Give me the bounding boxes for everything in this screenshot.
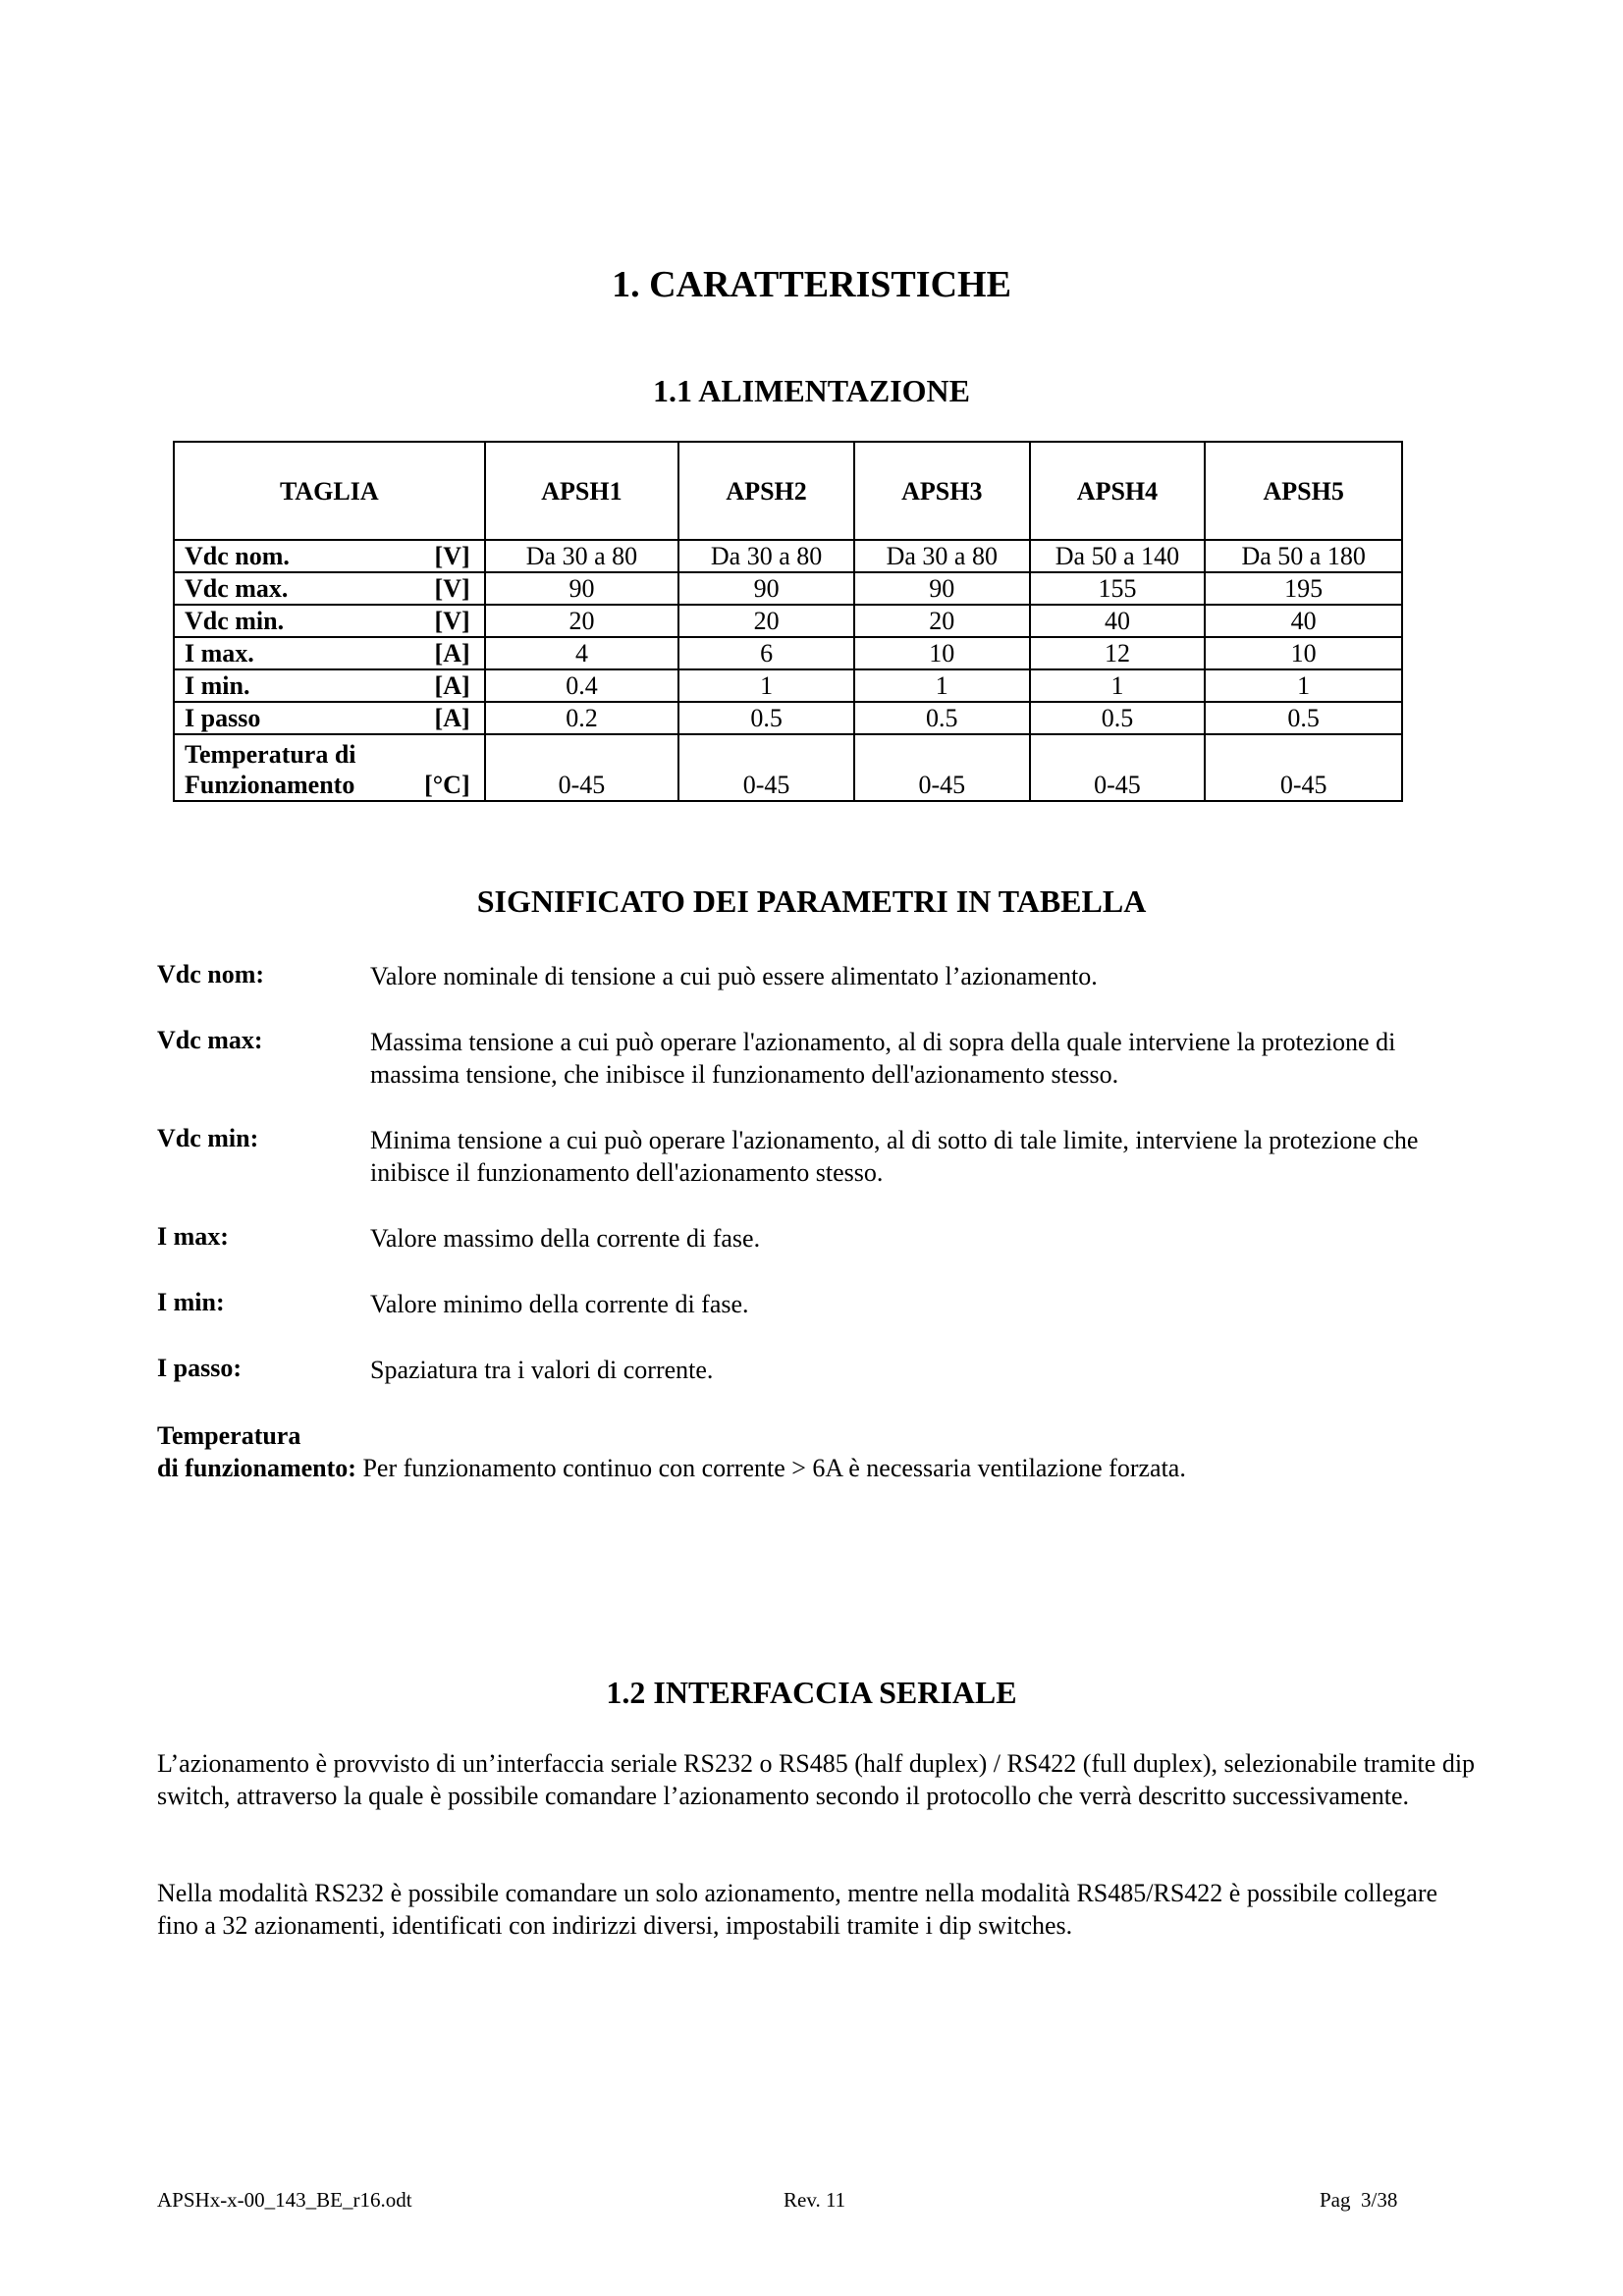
page-title: 1. CARATTERISTICHE [612, 264, 1011, 305]
table-header-cell: APSH3 [854, 442, 1030, 540]
table-cell: 0-45 [1030, 734, 1206, 801]
table-cell: 12 [1030, 637, 1206, 669]
table-cell: 1 [854, 669, 1030, 702]
table-header-cell: APSH4 [1030, 442, 1206, 540]
table-row [174, 605, 1402, 637]
table-cell: 1 [1205, 669, 1402, 702]
table-cell: 0-45 [1205, 734, 1402, 801]
table-cell: 1 [1030, 669, 1206, 702]
definition-term: Vdc nom: [157, 960, 265, 988]
table-row [174, 540, 1402, 572]
definition-text: Valore minimo della corrente di fase. [370, 1290, 749, 1318]
row-unit: [A] [434, 639, 470, 667]
table-cell: 0.5 [1030, 702, 1206, 734]
footer-revision: Rev. 11 [784, 2188, 846, 2212]
definition-text: Spaziatura tra i valori di corrente. [370, 1356, 714, 1384]
table-row [174, 702, 1402, 734]
table-cell: 90 [485, 572, 679, 605]
table-cell: 0-45 [854, 734, 1030, 801]
definition-text: Valore nominale di tensione a cui può essere alimentato l’azionamento. [370, 962, 1098, 990]
table-cell: 20 [854, 605, 1030, 637]
row-label: I min. [A] [174, 669, 485, 702]
table-cell: Da 30 a 80 [485, 540, 679, 572]
table-cell: Da 50 a 140 [1030, 540, 1206, 572]
row-label: Vdc min. [V] [174, 605, 485, 637]
section-title-alimentazione: 1.1 ALIMENTAZIONE [652, 373, 970, 408]
table-cell: 90 [678, 572, 854, 605]
paragraph: L’azionamento è provvisto di un’interfaccia seriale RS232 o RS485 (half duplex) / RS422 (full duplex), selezionabile tramite dip switch, attraverso la quale è possibile comandare l’azionamento secondo il protocollo che verrà descritto successivamente. [157, 1749, 1476, 1810]
definition-term: Temperatura [157, 1421, 301, 1450]
definition-term: I min: [157, 1288, 225, 1316]
table-cell: 90 [854, 572, 1030, 605]
table-header-cell: APSH1 [485, 442, 679, 540]
table-header-cell: APSH2 [678, 442, 854, 540]
definition-term: I passo: [157, 1354, 242, 1382]
table-cell: 195 [1205, 572, 1402, 605]
table-header-row [174, 442, 1402, 540]
definition-term: di funzionamento: [157, 1454, 356, 1482]
table-header-cell: TAGLIA [174, 442, 485, 540]
section-title-significato: SIGNIFICATO DEI PARAMETRI IN TABELLA [476, 883, 1147, 919]
row-label: Vdc max. [V] [174, 572, 485, 605]
row-unit: [A] [434, 671, 470, 700]
table-cell: 1 [678, 669, 854, 702]
table-cell: 0.5 [678, 702, 854, 734]
row-unit: [°C] [424, 771, 470, 799]
footer-filename: APSHx-x-00_143_BE_r16.odt [157, 2188, 412, 2212]
table-cell: 40 [1205, 605, 1402, 637]
spec-table [173, 441, 1403, 802]
row-label: I max. [A] [174, 637, 485, 669]
row-unit: [A] [434, 704, 470, 732]
table-row [174, 637, 1402, 669]
table-row [174, 669, 1402, 702]
row-unit: [V] [434, 542, 470, 570]
row-unit: [V] [434, 574, 470, 603]
row-label: I passo [A] [174, 702, 485, 734]
table-cell: 0-45 [485, 734, 679, 801]
definition-term: I max: [157, 1222, 229, 1251]
table-cell: 10 [1205, 637, 1402, 669]
table-row [174, 572, 1402, 605]
table-cell: 20 [678, 605, 854, 637]
row-label: Temperatura di Funzionamento [°C] [174, 734, 485, 801]
definition-text: Massima tensione a cui può operare l'azionamento, al di sopra della quale interviene la protezione di massima tensione, che inibisce il funzionamento dell'azionamento stesso. [370, 1028, 1396, 1089]
table-cell: 0.5 [854, 702, 1030, 734]
row-unit: [V] [434, 607, 470, 635]
table-cell: Da 30 a 80 [854, 540, 1030, 572]
table-cell: 155 [1030, 572, 1206, 605]
definition-text: Minima tensione a cui può operare l'azionamento, al di sotto di tale limite, interviene la protezione che inibisce il funzionamento dell'azionamento stesso. [370, 1126, 1419, 1187]
table-cell: 20 [485, 605, 679, 637]
row-label: Vdc nom. [V] [174, 540, 485, 572]
table-cell: Da 30 a 80 [678, 540, 854, 572]
paragraph: Nella modalità RS232 è possibile comandare un solo azionamento, mentre nella modalità RS485/RS422 è possibile collegare fino a 32 azionamenti, identificati con indirizzi diversi, impostabili tramite i dip switches. [157, 1879, 1438, 1940]
table-header-cell: APSH5 [1205, 442, 1402, 540]
table-cell: 6 [678, 637, 854, 669]
table-cell: 0.4 [485, 669, 679, 702]
table-cell: 10 [854, 637, 1030, 669]
definition-text: Valore massimo della corrente di fase. [370, 1224, 761, 1253]
table-cell: 0.5 [1205, 702, 1402, 734]
table-cell: 0-45 [678, 734, 854, 801]
table-cell: 40 [1030, 605, 1206, 637]
table-row-temperature [174, 734, 1402, 801]
definition-term: Vdc min: [157, 1124, 259, 1152]
footer-page-number: Pag 3/38 [1320, 2188, 1398, 2212]
section-title-interfaccia: 1.2 INTERFACCIA SERIALE [606, 1675, 1017, 1710]
table-cell: 4 [485, 637, 679, 669]
temperature-definition [157, 1419, 1186, 1484]
table-cell: 0.2 [485, 702, 679, 734]
definition-text: Per funzionamento continuo con corrente > 6A è necessaria ventilazione forzata. [362, 1454, 1186, 1482]
table-cell: Da 50 a 180 [1205, 540, 1402, 572]
definition-term: Vdc max: [157, 1026, 263, 1054]
